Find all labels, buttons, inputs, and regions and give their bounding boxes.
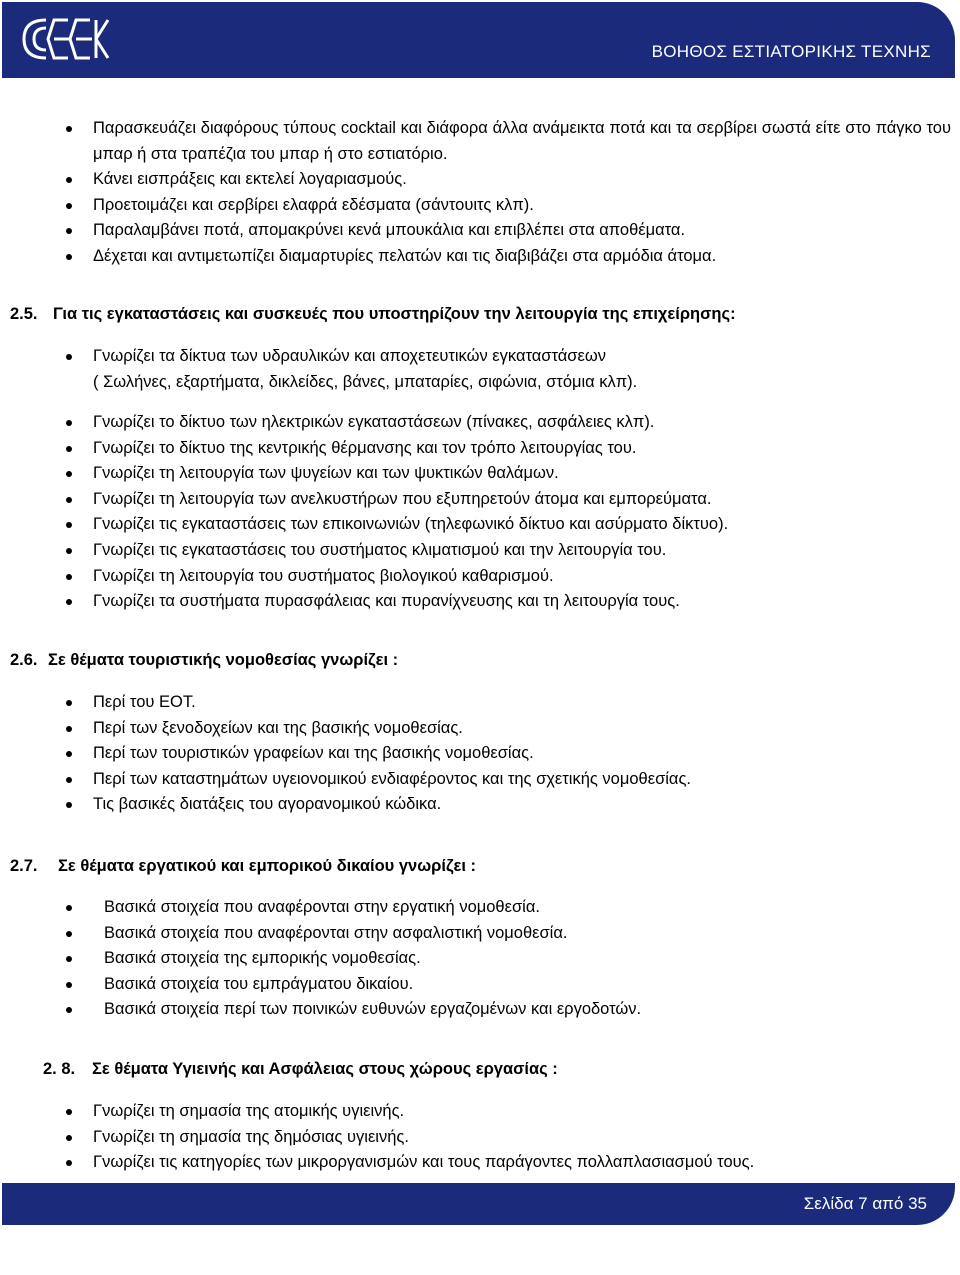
list-item: Παρασκευάζει διαφόρους τύπους cocktail και διάφορα άλλα ανάμεικτα ποτά και τα σερβίρει σωστά είτε στο πάγκο του μπαρ ή στα τραπέζια του μπαρ ή στο εστιατόριο. xyxy=(0,116,951,167)
list-item: Γνωρίζει τη λειτουργία των ψυγείων και των ψυκτικών θαλάμων. xyxy=(0,461,728,487)
list-item: Περί των ξενοδοχείων και της βασικής νομοθεσίας. xyxy=(0,716,691,742)
list-item: Παραλαμβάνει ποτά, απομακρύνει κενά μπουκάλια και επιβλέπει στα αποθέματα. xyxy=(0,218,951,244)
section-2-6-list xyxy=(0,690,691,818)
list-item: Βασικά στοιχεία που αναφέρονται στην εργατική νομοθεσία. xyxy=(0,895,641,921)
list-item: Δέχεται και αντιμετωπίζει διαμαρτυρίες πελατών και τις διαβιβάζει στα αρμόδια άτομα. xyxy=(0,244,951,270)
section-heading-2-6: 2.6. Σε θέματα τουριστικής νομοθεσίας γνωρίζει : xyxy=(10,651,399,669)
list-item: Γνωρίζει το δίκτυο της κεντρικής θέρμανσης και τον τρόπο λειτουργίας του. xyxy=(0,436,728,462)
list-item: Κάνει εισπράξεις και εκτελεί λογαριασμούς. xyxy=(0,167,951,193)
list-item: Γνωρίζει το δίκτυο των ηλεκτρικών εγκαταστάσεων (πίνακες, ασφάλειες κλπ). xyxy=(0,410,728,436)
section-2-8-list xyxy=(0,1099,754,1176)
intro-list-block xyxy=(0,116,951,270)
page-number: Σελίδα 7 από 35 xyxy=(803,1194,927,1213)
list-item: Βασικά στοιχεία της εμπορικής νομοθεσίας. xyxy=(0,946,641,972)
list-item: Γνωρίζει τις εγκαταστάσεις των επικοινωνιών (τηλεφωνικό δίκτυο και ασύρματο δίκτυο). xyxy=(0,512,728,538)
section-2-5-first-item xyxy=(0,344,637,395)
list-item: Τις βασικές διατάξεις του αγορανομικού κώδικα. xyxy=(0,792,691,818)
ceek-logo-icon xyxy=(16,8,112,70)
footer-band xyxy=(2,1183,955,1225)
list-item: Περί των καταστημάτων υγειονομικού ενδιαφέροντος και της σχετικής νομοθεσίας. xyxy=(0,767,691,793)
list-item: Βασικά στοιχεία του εμπράγματου δικαίου. xyxy=(0,972,641,998)
section-2-5-list xyxy=(0,410,728,615)
list-item: Γνωρίζει τις κατηγορίες των μικροργανισμών και τους παράγοντες πολλαπλασιασμού τους. xyxy=(0,1150,754,1176)
list-item: Γνωρίζει τη λειτουργία των ανελκυστήρων που εξυπηρετούν άτομα και εμπορεύματα. xyxy=(0,487,728,513)
list-item: Γνωρίζει τα δίκτυα των υδραυλικών και αποχετευτικών εγκαταστάσεων ( Σωλήνες, εξαρτήματα, δικλείδες, βάνες, μπαταρίες, σιφώνια, στόμια κλπ). xyxy=(0,344,637,395)
list-item: Προετοιμάζει και σερβίρει ελαφρά εδέσματα (σάντουιτς κλπ). xyxy=(0,193,951,219)
section-heading-2-7: 2.7. Σε θέματα εργατικού και εμπορικού δικαίου γνωρίζει : xyxy=(10,857,477,875)
list-item: Βασικά στοιχεία περί των ποινικών ευθυνών εργαζομένων και εργοδοτών. xyxy=(0,997,641,1023)
list-item: Γνωρίζει τις εγκαταστάσεις του συστήματος κλιματισμού και την λειτουργία του. xyxy=(0,538,728,564)
header-band xyxy=(2,2,955,78)
section-2-7-list xyxy=(0,895,641,1023)
list-item: Περί του ΕΟΤ. xyxy=(0,690,691,716)
list-item: Γνωρίζει τη λειτουργία του συστήματος βιολογικού καθαρισμού. xyxy=(0,564,728,590)
section-heading-2-8: 2. 8. Σε θέματα Υγιεινής και Ασφάλειας στους χώρους εργασίας : xyxy=(43,1060,558,1078)
list-item: Βασικά στοιχεία που αναφέρονται στην ασφαλιστική νομοθεσία. xyxy=(0,921,641,947)
list-item: Περί των τουριστικών γραφείων και της βασικής νομοθεσίας. xyxy=(0,741,691,767)
section-heading-2-5: 2.5. Για τις εγκαταστάσεις και συσκευές που υποστηρίζουν την λειτουργία της επιχείρησης: xyxy=(10,305,736,323)
list-item: Γνωρίζει τη σημασία της δημόσιας υγιεινής. xyxy=(0,1125,754,1151)
intro-list xyxy=(0,116,951,270)
list-item: Γνωρίζει τα συστήματα πυρασφάλειας και πυρανίχνευσης και τη λειτουργία τους. xyxy=(0,589,728,615)
document-title: ΒΟΗΘΟΣ ΕΣΤΙΑΤΟΡΙΚΗΣ ΤΕΧΝΗΣ xyxy=(651,42,931,61)
list-item: Γνωρίζει τη σημασία της ατομικής υγιεινής. xyxy=(0,1099,754,1125)
